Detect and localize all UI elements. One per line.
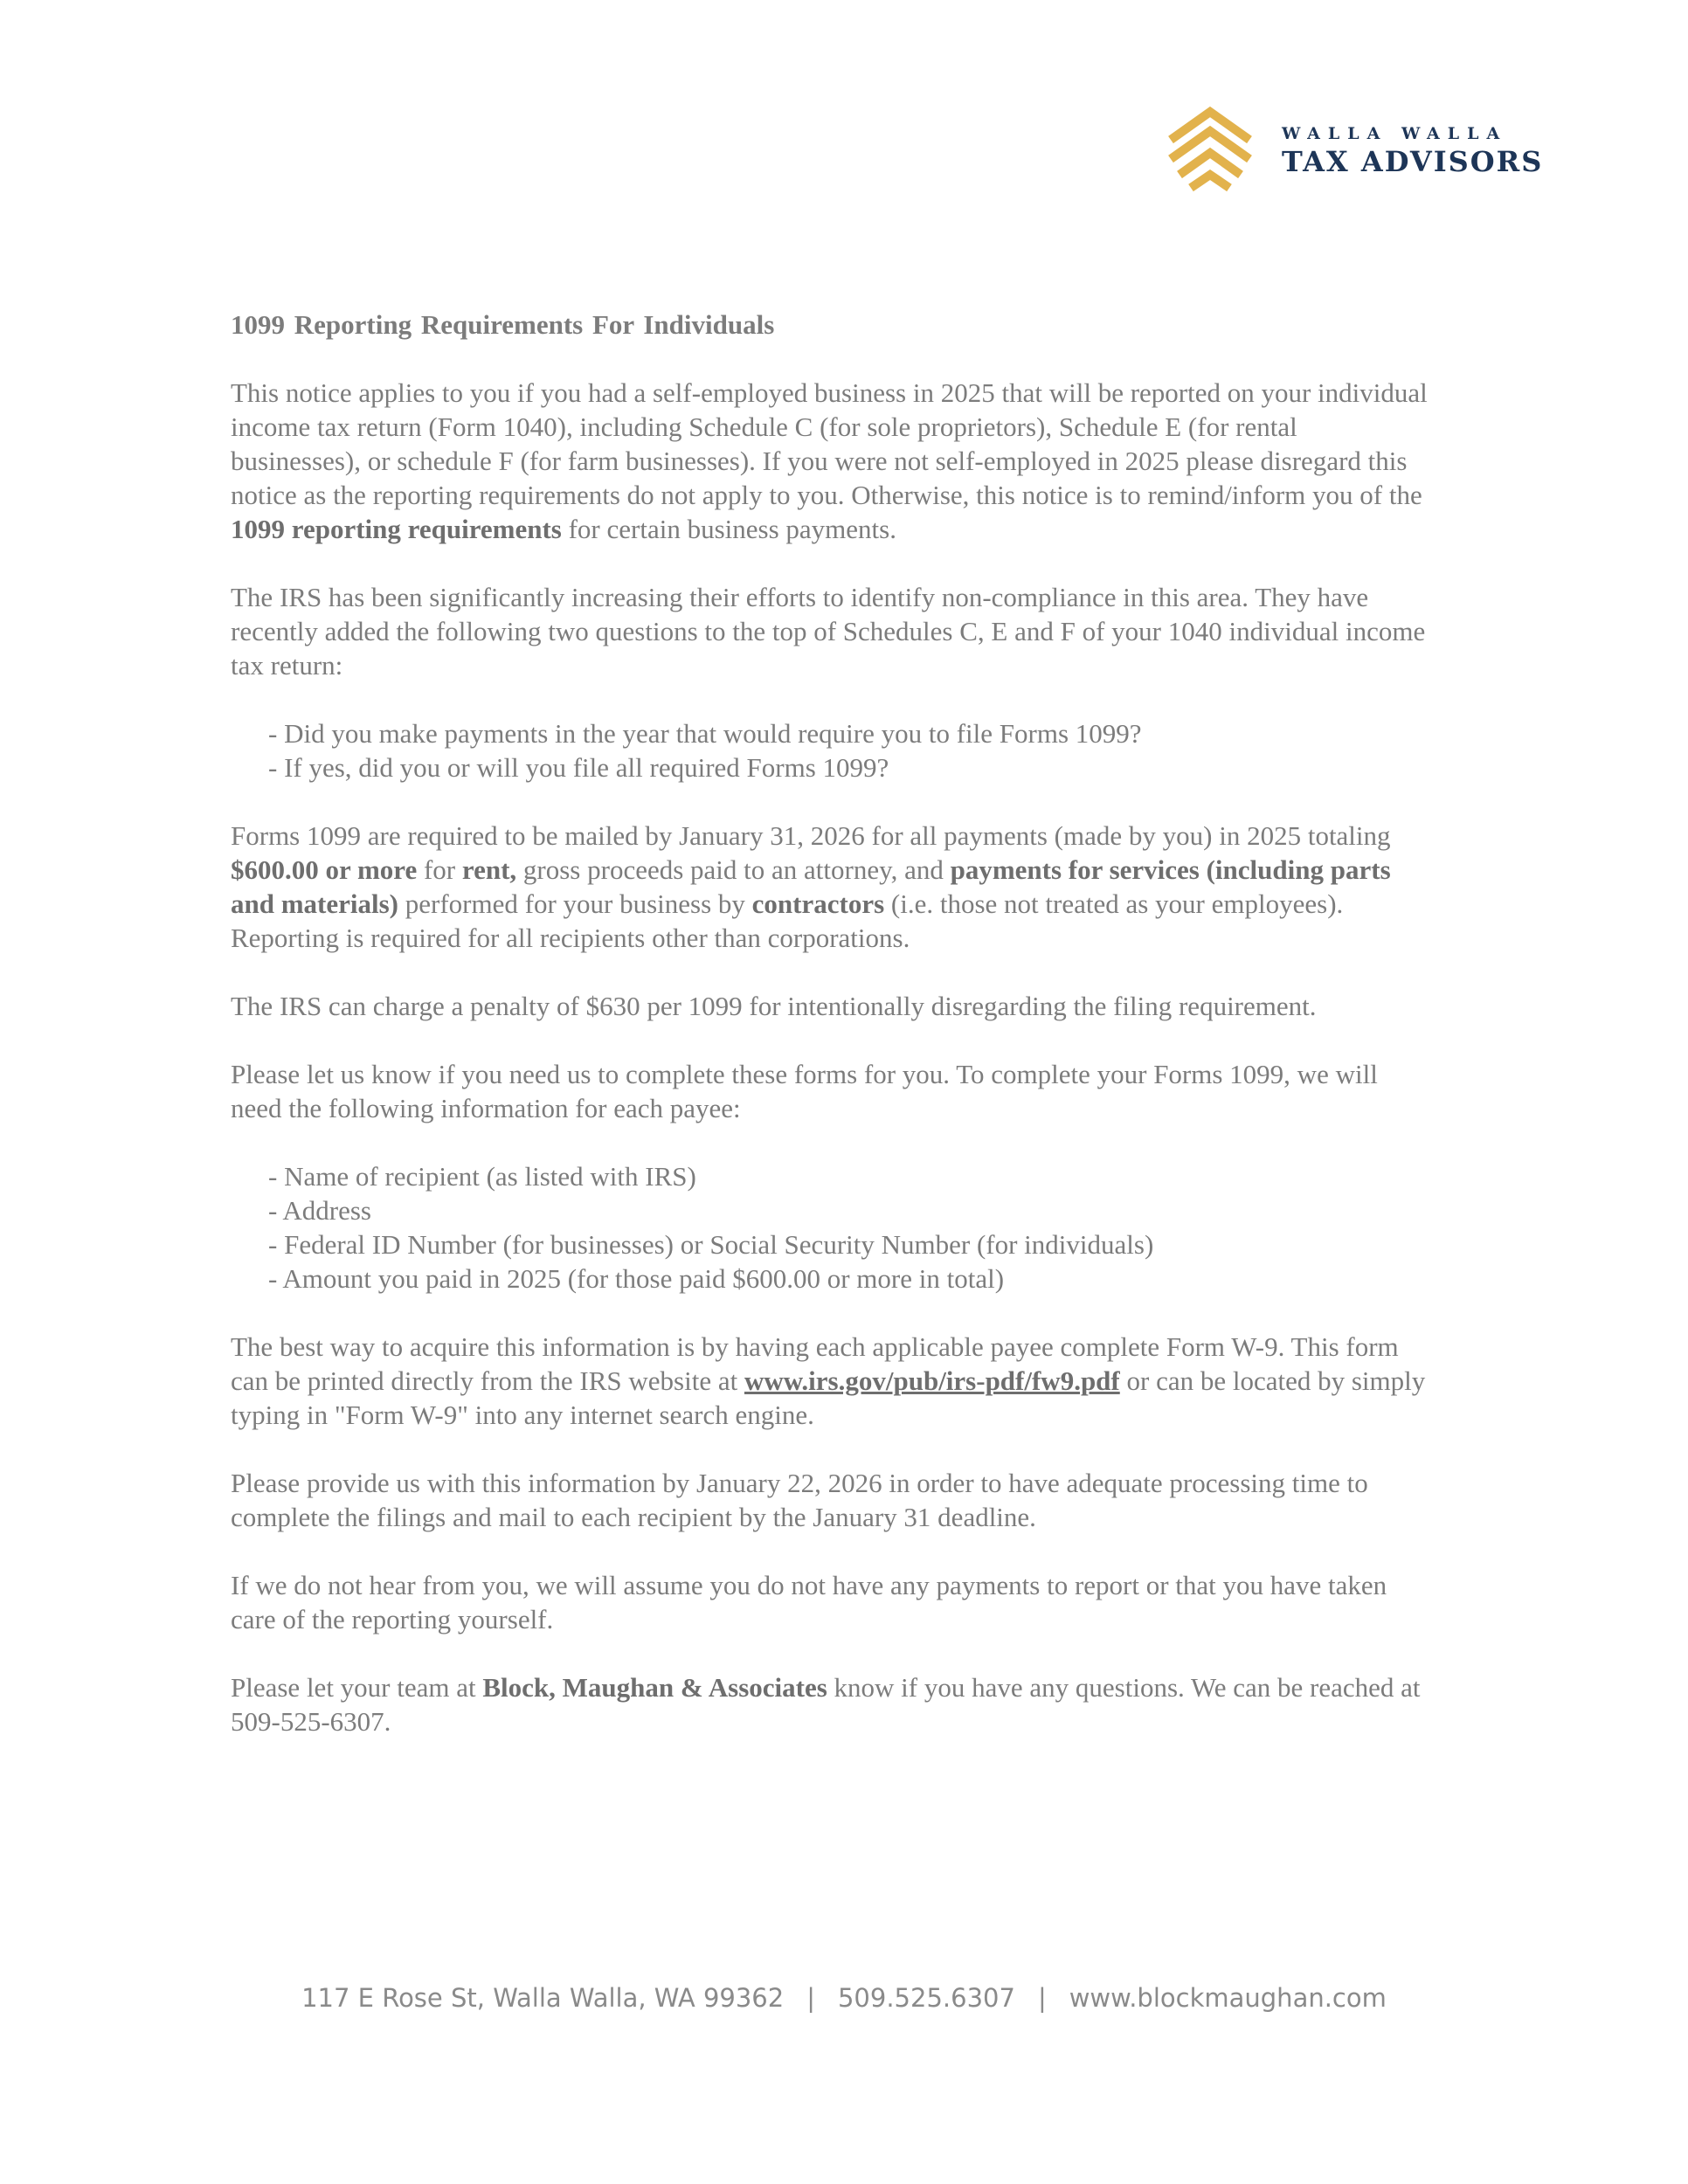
w9-paragraph: The best way to acquire this information is by having each applicable payee complete Form W-9. This form can be printed directly from the IRS website at www.irs.gov/pub/irs-pdf/fw9.pdf or can be located by simply typing in "Form W-9" into any internet search engine.: [231, 1331, 1426, 1430]
requirements-paragraph: Forms 1099 are required to be mailed by January 31, 2026 for all payments (made by you) in 2025 totaling $600.00 or more for rent, gross proceeds paid to an attorney, and payments for services (including parts and materials) performed for your business by contractors (i.e. those not treated as your employees). Reporting is required for all recipients other than corporations.: [231, 820, 1391, 953]
reporting-requirements-emphasis: 1099 reporting requirements: [231, 514, 562, 544]
assumption-paragraph: If we do not hear from you, we will assume you do not have any payments to report or that you have taken care of the reporting yourself.: [231, 1570, 1387, 1635]
deadline-paragraph: Please provide us with this information by January 22, 2026 in order to have adequate processing time to complete the filings and mail to each recipient by the January 31 deadline.: [231, 1468, 1368, 1532]
footer-website[interactable]: www.blockmaughan.com: [1069, 1983, 1387, 2013]
footer-phone: 509.525.6307: [837, 1983, 1015, 2013]
contact-paragraph: Please let your team at Block, Maughan & Associates know if you have any questions. We can be reached at 509-525-6307.: [231, 1672, 1421, 1737]
request-paragraph: Please let us know if you need us to complete these forms for you. To complete your Forms 1099, we will need the following information for each payee:: [231, 1059, 1378, 1123]
penalty-paragraph: The IRS can charge a penalty of $630 per 1099 for intentionally disregarding the filing requirement.: [231, 991, 1317, 1021]
letter-body: [231, 308, 1428, 1773]
intro-paragraph: This notice applies to you if you had a self-employed business in 2025 that will be reported on your individual income tax return (Form 1040), including Schedule C (for sole proprietors), Schedule E (for rental businesses), or schedule F (for farm businesses). If you were not self-employed in 2025 please disregard this notice as the reporting requirements do not apply to you. Otherwise, this notice is to remind/inform you of the 1099 reporting requirements for certain business payments.: [231, 377, 1428, 544]
footer-address: 117 E Rose St, Walla Walla, WA 99362: [301, 1983, 785, 2013]
footer-separator: |: [1037, 1983, 1047, 2013]
chevron-logo-icon: [1166, 105, 1263, 192]
list-item: - Name of recipient (as listed with IRS): [268, 1161, 696, 1192]
footer: [0, 1983, 1688, 2013]
list-item: - If yes, did you or will you file all required Forms 1099?: [268, 752, 889, 783]
footer-separator: |: [806, 1983, 815, 2013]
logo-text-main: TAX ADVISORS: [1282, 145, 1544, 178]
info-list: [231, 1159, 1428, 1296]
list-item: - Address: [268, 1195, 371, 1226]
list-item: - Federal ID Number (for businesses) or Social Security Number (for individuals): [268, 1229, 1154, 1260]
list-item: - Did you make payments in the year that would require you to file Forms 1099?: [268, 718, 1142, 749]
company-logo: [1166, 105, 1586, 201]
logo-text-top: WALLA WALLA: [1282, 124, 1508, 143]
document-title: 1099 Reporting Requirements For Individuals: [231, 309, 775, 340]
firm-name: Block, Maughan & Associates: [482, 1672, 827, 1703]
irs-w9-link[interactable]: www.irs.gov/pub/irs-pdf/fw9.pdf: [744, 1365, 1120, 1396]
questions-list: [231, 716, 1428, 784]
irs-paragraph: The IRS has been significantly increasing their efforts to identify non-compliance in this area. They have recently added the following two questions to the top of Schedules C, E and F of your 1040 individual income tax return:: [231, 582, 1426, 681]
list-item: - Amount you paid in 2025 (for those paid $600.00 or more in total): [268, 1263, 1005, 1294]
